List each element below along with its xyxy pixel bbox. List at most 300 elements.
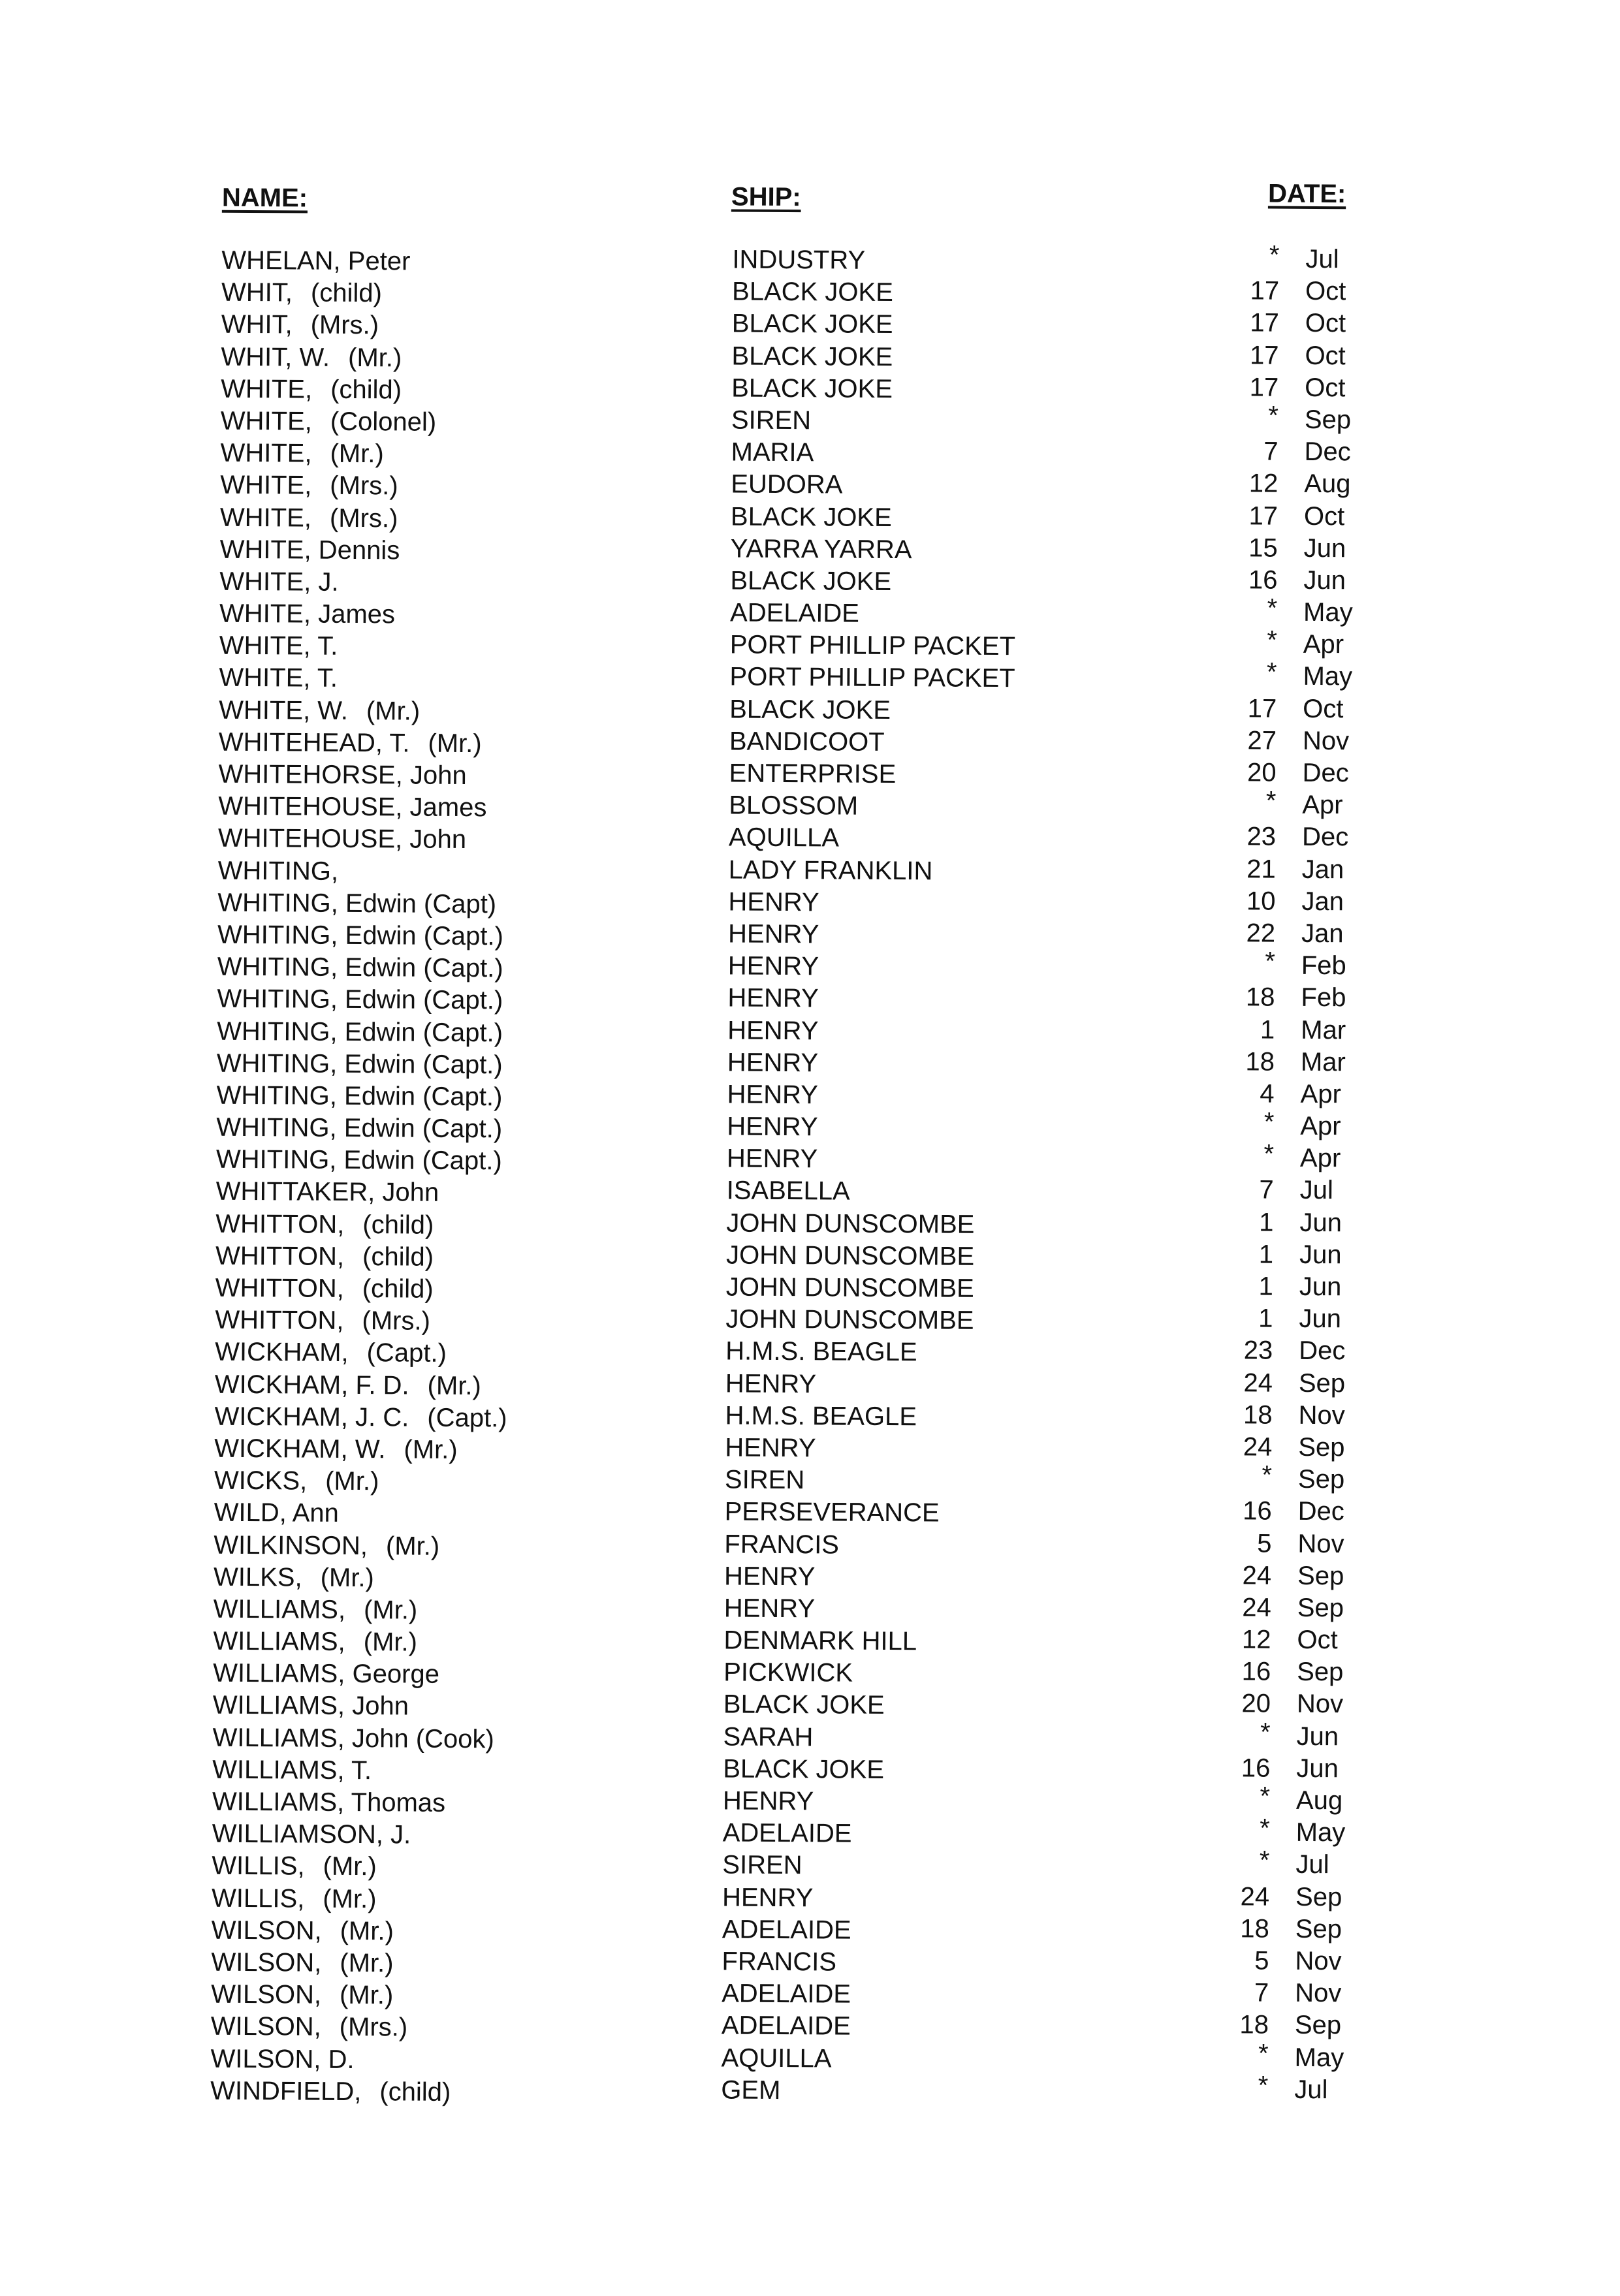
passenger-title: (Mr.) — [323, 1852, 377, 1881]
passenger-name-cell — [214, 1465, 379, 1498]
passenger-name: WHITE, Dennis — [219, 535, 400, 565]
passenger-name-cell — [218, 855, 339, 887]
date-day: 12 — [1248, 469, 1279, 498]
passenger-name: WICKHAM, W. — [214, 1434, 386, 1464]
date-day: 24 — [1243, 1368, 1273, 1398]
date-day: 17 — [1247, 693, 1277, 723]
passenger-title: (Mr.) — [340, 1916, 394, 1946]
date-day: 17 — [1250, 276, 1280, 306]
ship-name: HENRY — [728, 887, 819, 917]
ship-name: ADELAIDE — [721, 2011, 851, 2041]
date-day: 17 — [1249, 340, 1279, 370]
passenger-title: (Mr.) — [320, 1563, 374, 1592]
passenger-name: WHITE, James — [219, 599, 396, 629]
passenger-name: WILLIAMS, T. — [212, 1755, 372, 1785]
date-month: May — [1303, 597, 1353, 627]
date-day: 4 — [1260, 1079, 1275, 1109]
passenger-name-cell — [215, 1304, 430, 1338]
date-day: 27 — [1247, 726, 1277, 755]
passenger-name: WHITEHORSE, John — [218, 759, 467, 791]
date-day: * — [1260, 1782, 1271, 1811]
date-day: 12 — [1241, 1625, 1271, 1654]
passenger-title: (Mrs.) — [339, 2013, 408, 2042]
passenger-name: WHITING, Edwin (Capt.) — [217, 952, 503, 983]
ship-name: JOHN DUNSCOMBE — [725, 1304, 974, 1335]
ship-name: LADY FRANKLIN — [728, 855, 933, 885]
date-month: Jun — [1303, 565, 1346, 595]
date-month: Dec — [1301, 823, 1349, 852]
ship-name: HENRY — [727, 1048, 819, 1078]
date-month: Jun — [1296, 1722, 1339, 1751]
passenger-name-cell — [212, 1722, 494, 1755]
date-month: Apr — [1300, 1111, 1341, 1141]
passenger-name-cell — [213, 1658, 439, 1691]
ship-name: JOHN DUNSCOMBE — [725, 1272, 974, 1303]
passenger-name-cell — [214, 1433, 458, 1466]
passenger-name: WILSON, — [210, 2012, 321, 2042]
ship-name: GEM — [721, 2075, 781, 2105]
date-day: 5 — [1254, 1946, 1269, 1975]
passenger-name: WHIT, — [221, 277, 293, 307]
date-day: * — [1268, 401, 1279, 430]
ship-name: BLACK JOKE — [729, 695, 891, 725]
passenger-name: WHITEHOUSE, John — [217, 824, 467, 855]
passenger-name: WHITTAKER, John — [215, 1177, 439, 1208]
date-day: * — [1260, 1814, 1270, 1843]
passenger-title: (Mr.) — [385, 1531, 440, 1561]
date-month: Feb — [1301, 983, 1346, 1013]
date-day: 20 — [1247, 758, 1277, 787]
ship-name: BLACK JOKE — [723, 1690, 885, 1720]
passenger-name-cell — [215, 1336, 447, 1370]
passenger-name: WILLIAMS, — [213, 1594, 346, 1624]
passenger-name: WHIT, W. — [221, 342, 330, 372]
passenger-name: WILLIAMS, John (Cook) — [212, 1723, 494, 1753]
passenger-name-cell — [220, 533, 400, 567]
date-month: Jun — [1296, 1753, 1339, 1784]
date-day: 17 — [1250, 308, 1279, 338]
date-month: Oct — [1305, 373, 1346, 403]
passenger-name: WHITE, T. — [219, 663, 338, 693]
ship-name: HENRY — [727, 1112, 818, 1142]
date-day: 22 — [1246, 919, 1276, 948]
date-day: 1 — [1259, 1208, 1274, 1237]
date-month: Mar — [1301, 1015, 1346, 1045]
ship-name: BLACK JOKE — [731, 341, 893, 371]
passenger-name-cell — [214, 1594, 418, 1627]
date-month: Jul — [1299, 1176, 1333, 1205]
passenger-name: WILLIAMS, George — [213, 1658, 440, 1690]
passenger-name: WILSON, D. — [210, 2044, 355, 2074]
date-month: Oct — [1305, 277, 1346, 306]
passenger-name: WHITING, Edwin (Capt.) — [216, 1048, 503, 1080]
ship-name: HENRY — [725, 1433, 816, 1463]
passenger-name-cell — [217, 919, 503, 953]
passenger-name: WHITE, J. — [219, 567, 339, 597]
date-month: Nov — [1295, 1946, 1342, 1976]
passenger-title: (Capt.) — [366, 1338, 447, 1368]
passenger-name-cell — [215, 1208, 434, 1241]
passenger-name-cell — [214, 1497, 339, 1530]
date-day: 7 — [1263, 437, 1279, 466]
ship-name: BANDICOOT — [729, 727, 885, 757]
date-month: Oct — [1305, 341, 1346, 370]
passenger-name-cell — [218, 791, 486, 825]
passenger-title: (child) — [330, 375, 402, 405]
date-month: Sep — [1298, 1368, 1346, 1398]
passenger-name: WHITE, — [221, 374, 313, 404]
ship-name: AQUILLA — [721, 2043, 832, 2073]
date-day: * — [1263, 1107, 1275, 1137]
ship-name: HENRY — [727, 919, 819, 949]
date-month: Aug — [1304, 469, 1351, 499]
passenger-name: WILKS, — [213, 1562, 302, 1592]
passenger-name-cell — [214, 1529, 439, 1562]
date-day: * — [1259, 1846, 1270, 1875]
passenger-name-cell — [221, 277, 382, 310]
date-month: Sep — [1294, 2011, 1342, 2040]
ship-name: SARAH — [723, 1722, 814, 1752]
passenger-name: WHITTON, — [215, 1209, 345, 1239]
passenger-title: (Mr.) — [323, 1884, 377, 1913]
passenger-name: WICKHAM, F. D. — [214, 1370, 409, 1400]
date-day: * — [1267, 593, 1278, 623]
date-month: Sep — [1295, 1882, 1342, 1911]
date-day: 18 — [1243, 1400, 1273, 1430]
passenger-name: WHIT, — [221, 310, 293, 339]
ship-name: BLACK JOKE — [731, 277, 893, 307]
passenger-name: WILLIAMS, — [213, 1626, 345, 1657]
date-day: * — [1263, 1139, 1275, 1169]
passenger-name-cell — [221, 341, 402, 374]
ship-name: HENRY — [727, 983, 819, 1013]
passenger-name-cell — [215, 1240, 434, 1274]
ship-name: PERSEVERANCE — [724, 1497, 940, 1528]
passenger-name-cell — [213, 1690, 409, 1723]
passenger-name: WILLIS, — [212, 1851, 305, 1881]
passenger-name: WILLIAMSON, J. — [212, 1819, 411, 1849]
date-month: Jan — [1301, 887, 1344, 917]
ship-column-header: SHIP: — [731, 182, 801, 212]
passenger-name-cell — [217, 887, 496, 920]
passenger-name: WHITE, — [220, 406, 312, 436]
date-day: 17 — [1248, 501, 1279, 531]
passenger-name-cell — [216, 1176, 439, 1209]
date-day: * — [1258, 2071, 1269, 2100]
date-day: 5 — [1257, 1528, 1272, 1558]
ship-name: SIREN — [722, 1850, 802, 1880]
passenger-name-cell — [214, 1400, 507, 1434]
passenger-name-cell — [220, 501, 398, 535]
passenger-name: WHITING, Edwin (Capt.) — [216, 1080, 503, 1112]
passenger-name-cell — [221, 373, 402, 406]
ship-name: FRANCIS — [724, 1529, 840, 1560]
date-month: Oct — [1303, 694, 1344, 723]
date-day: 16 — [1241, 1657, 1271, 1686]
ship-name: DENMARK HILL — [723, 1626, 917, 1656]
date-month: Nov — [1298, 1400, 1345, 1430]
passenger-name-cell — [214, 1561, 374, 1594]
passenger-name: WHITTON, — [215, 1305, 344, 1336]
ship-name: AQUILLA — [728, 823, 840, 853]
date-day: 23 — [1247, 822, 1277, 851]
date-day: 10 — [1246, 887, 1276, 916]
passenger-title: (Mrs.) — [310, 310, 379, 340]
ship-name: ADELAIDE — [722, 1915, 851, 1945]
passenger-name-cell — [219, 662, 338, 695]
passenger-name: WHITING, Edwin (Capt.) — [216, 1112, 503, 1144]
ship-name: MARIA — [731, 437, 814, 467]
date-month: May — [1295, 1818, 1346, 1848]
passenger-title: (child) — [362, 1210, 434, 1240]
ship-name: PORT PHILLIP PACKET — [729, 630, 1016, 661]
date-month: Apr — [1299, 1144, 1341, 1173]
date-day: 24 — [1242, 1561, 1272, 1590]
date-month: Dec — [1297, 1497, 1344, 1526]
passenger-title: (Mrs.) — [330, 471, 398, 501]
date-month: Dec — [1299, 1336, 1346, 1366]
passenger-name-cell — [212, 1818, 411, 1851]
passenger-name: WILLIAMS, Thomas — [212, 1787, 446, 1817]
passenger-title: (Mr.) — [363, 1595, 418, 1625]
date-day: 1 — [1258, 1272, 1273, 1301]
passenger-name-cell — [219, 630, 338, 663]
ship-name: YARRA YARRA — [730, 534, 912, 564]
passenger-list — [0, 240, 1619, 2116]
ship-name: EUDORA — [731, 469, 843, 499]
date-month: Nov — [1296, 1690, 1344, 1719]
date-month: Apr — [1303, 630, 1344, 659]
passenger-title: (Mr.) — [366, 696, 421, 726]
passenger-title: (Mrs.) — [362, 1306, 431, 1336]
date-month: Feb — [1301, 951, 1346, 981]
passenger-name: WHITE, — [219, 503, 312, 533]
passenger-name: WHITE, T. — [219, 631, 338, 661]
passenger-name: WILLIS, — [211, 1883, 305, 1913]
date-day: 23 — [1243, 1336, 1273, 1365]
ship-name: JOHN DUNSCOMBE — [726, 1208, 975, 1239]
date-month: Jul — [1294, 2075, 1328, 2104]
ship-name: ENTERPRISE — [729, 759, 897, 789]
date-day: 17 — [1249, 373, 1279, 402]
date-month: Jan — [1301, 855, 1344, 884]
passenger-title: (Mr.) — [347, 343, 402, 372]
date-day: 1 — [1258, 1240, 1274, 1269]
passenger-name: WICKS, — [214, 1466, 308, 1496]
name-column-header: NAME: — [221, 183, 308, 213]
ship-name: HENRY — [727, 1080, 819, 1110]
date-day: 16 — [1241, 1753, 1271, 1783]
ship-name: BLACK JOKE — [731, 309, 893, 339]
date-month: Mar — [1300, 1047, 1346, 1077]
date-month: Oct — [1297, 1625, 1338, 1655]
date-month: Jun — [1299, 1272, 1342, 1302]
passenger-title: (Mr.) — [363, 1628, 418, 1657]
ship-name: ADELAIDE — [722, 1979, 851, 2009]
passenger-name-cell — [211, 1979, 393, 2012]
date-column-header: DATE: — [1267, 179, 1346, 209]
date-day: 20 — [1241, 1689, 1271, 1719]
date-day: * — [1267, 625, 1277, 655]
passenger-name-cell — [213, 1626, 417, 1659]
passenger-title: (Mr.) — [340, 1948, 394, 1978]
date-day: * — [1265, 786, 1277, 815]
passenger-name-cell — [215, 1368, 481, 1402]
passenger-name: WINDFIELD, — [210, 2076, 362, 2106]
passenger-name: WHITING, — [217, 856, 339, 886]
passenger-title: (Mr.) — [330, 439, 384, 469]
passenger-name-cell — [217, 1047, 503, 1081]
passenger-title: (Mr.) — [339, 1981, 394, 2010]
date-month: Sep — [1298, 1432, 1345, 1462]
ship-name: HENRY — [723, 1562, 816, 1592]
passenger-name-cell — [219, 566, 339, 599]
passenger-name: WHELAN, Peter — [221, 245, 411, 276]
ship-name: BLOSSOM — [729, 791, 859, 821]
date-day: 18 — [1240, 1914, 1269, 1943]
date-month: Sep — [1295, 1914, 1342, 1944]
ship-name: ISABELLA — [726, 1176, 850, 1206]
passenger-name: WHITEHEAD, T. — [218, 727, 410, 758]
ship-name: HENRY — [723, 1594, 816, 1624]
passenger-name: WILKINSON, — [214, 1530, 368, 1560]
passenger-name-cell — [220, 469, 398, 503]
passenger-name: WICKHAM, — [215, 1338, 349, 1368]
passenger-name-cell — [211, 2011, 408, 2044]
date-month: Jun — [1299, 1240, 1342, 1270]
passenger-name-cell — [211, 1947, 393, 1980]
passenger-name: WHITING, Edwin (Capt.) — [217, 1016, 503, 1047]
date-day: 7 — [1259, 1175, 1274, 1205]
date-month: Nov — [1297, 1529, 1344, 1558]
passenger-name-cell — [215, 1272, 434, 1306]
passenger-name: WILSON, — [211, 1915, 322, 1945]
ship-name: ADELAIDE — [722, 1818, 852, 1848]
passenger-title: (child) — [362, 1274, 434, 1304]
passenger-title: (Mr.) — [428, 729, 482, 759]
date-month: Oct — [1303, 501, 1345, 531]
passenger-name-cell — [210, 2043, 354, 2075]
passenger-name: WHITE, W. — [219, 695, 349, 725]
passenger-name: WHITING, Edwin (Capt.) — [217, 920, 504, 951]
date-day: 1 — [1258, 1304, 1273, 1333]
ship-name: HENRY — [722, 1786, 814, 1816]
passenger-name: WILLIAMS, John — [212, 1691, 409, 1721]
passenger-title: (Mr.) — [325, 1466, 379, 1496]
ship-name: INDUSTRY — [732, 245, 866, 275]
passenger-title: (Capt.) — [427, 1403, 507, 1433]
date-day: 24 — [1240, 1881, 1270, 1911]
ship-name: BLACK JOKE — [731, 373, 893, 403]
date-day: 16 — [1243, 1496, 1272, 1526]
date-month: Apr — [1300, 1079, 1341, 1109]
date-month: Dec — [1302, 758, 1349, 788]
date-month: Apr — [1302, 791, 1343, 820]
passenger-name: WILSON, — [211, 1979, 322, 2009]
date-month: Jul — [1295, 1850, 1329, 1879]
passenger-name-cell — [219, 598, 395, 631]
passenger-title: (child) — [379, 2077, 451, 2107]
date-day: 18 — [1245, 1047, 1275, 1077]
date-month: Jun — [1299, 1304, 1342, 1334]
date-day: 18 — [1239, 2010, 1269, 2039]
date-day: * — [1258, 2038, 1269, 2068]
passenger-name: WHITEHOUSE, James — [218, 791, 487, 823]
passenger-name: WHITTON, — [215, 1273, 344, 1303]
date-month: Jul — [1305, 244, 1339, 274]
passenger-name-cell — [212, 1754, 372, 1787]
passenger-name: WHITING, Edwin (Capt.) — [217, 984, 503, 1015]
ship-name: FRANCIS — [722, 1947, 837, 1977]
passenger-name: WILSON, — [211, 1947, 322, 1977]
date-day: 1 — [1260, 1014, 1275, 1045]
passenger-title: (Mrs.) — [329, 503, 398, 533]
passenger-name-cell — [216, 1112, 502, 1146]
date-month: May — [1303, 662, 1353, 691]
ship-name: JOHN DUNSCOMBE — [725, 1240, 975, 1271]
date-day: 15 — [1248, 533, 1278, 563]
passenger-name: WILD, Ann — [214, 1498, 339, 1528]
date-month: Sep — [1297, 1658, 1344, 1687]
date-month: May — [1294, 2043, 1344, 2072]
passenger-name-cell — [218, 759, 466, 792]
date-day: 16 — [1248, 565, 1278, 595]
date-month: Jan — [1301, 919, 1344, 949]
date-month: Nov — [1295, 1978, 1342, 2008]
ship-name: PICKWICK — [723, 1658, 853, 1688]
date-month: Dec — [1304, 437, 1351, 467]
ship-name: SIREN — [724, 1465, 805, 1495]
ship-name: PORT PHILLIP PACKET — [729, 662, 1015, 693]
date-month: Jun — [1303, 533, 1346, 563]
passenger-title: (Mr.) — [427, 1371, 481, 1400]
passenger-name-cell — [217, 951, 503, 985]
ship-name: HENRY — [727, 951, 819, 981]
passenger-name-cell — [221, 405, 437, 439]
passenger-name-cell — [212, 1882, 377, 1915]
ship-name: HENRY — [726, 1144, 818, 1174]
passenger-name-cell — [219, 727, 482, 760]
passenger-name-cell — [216, 1144, 502, 1178]
ship-name: HENRY — [727, 1016, 819, 1045]
ship-name: BLACK JOKE — [723, 1754, 885, 1784]
date-month: Jun — [1299, 1208, 1342, 1237]
passenger-title: (child) — [310, 278, 382, 308]
passenger-name: WHITING, Edwin (Capt.) — [215, 1144, 502, 1176]
date-day: * — [1262, 1460, 1273, 1490]
passenger-title: (Colonel) — [330, 407, 437, 437]
passenger-name-cell — [221, 245, 410, 278]
ship-name: H.M.S. BEAGLE — [725, 1401, 917, 1432]
passenger-name-cell — [221, 309, 379, 341]
passenger-name-cell — [212, 1850, 377, 1883]
passenger-name-cell — [212, 1786, 445, 1819]
passenger-name: WHITE, — [220, 471, 312, 500]
passenger-title: (child) — [362, 1242, 434, 1272]
date-day: * — [1266, 657, 1277, 687]
date-month: Oct — [1305, 309, 1346, 338]
date-month: Sep — [1297, 1561, 1344, 1590]
passenger-name: WHITTON, — [215, 1241, 345, 1271]
date-month: Sep — [1297, 1464, 1345, 1494]
passenger-name: WHITE, — [220, 438, 312, 468]
ship-name: HENRY — [725, 1369, 817, 1398]
date-day: 7 — [1254, 1978, 1269, 2007]
passenger-name-cell — [217, 1015, 503, 1049]
ship-name: ADELAIDE — [729, 598, 860, 628]
passenger-name-cell — [216, 1080, 502, 1114]
date-day: 24 — [1243, 1432, 1273, 1462]
